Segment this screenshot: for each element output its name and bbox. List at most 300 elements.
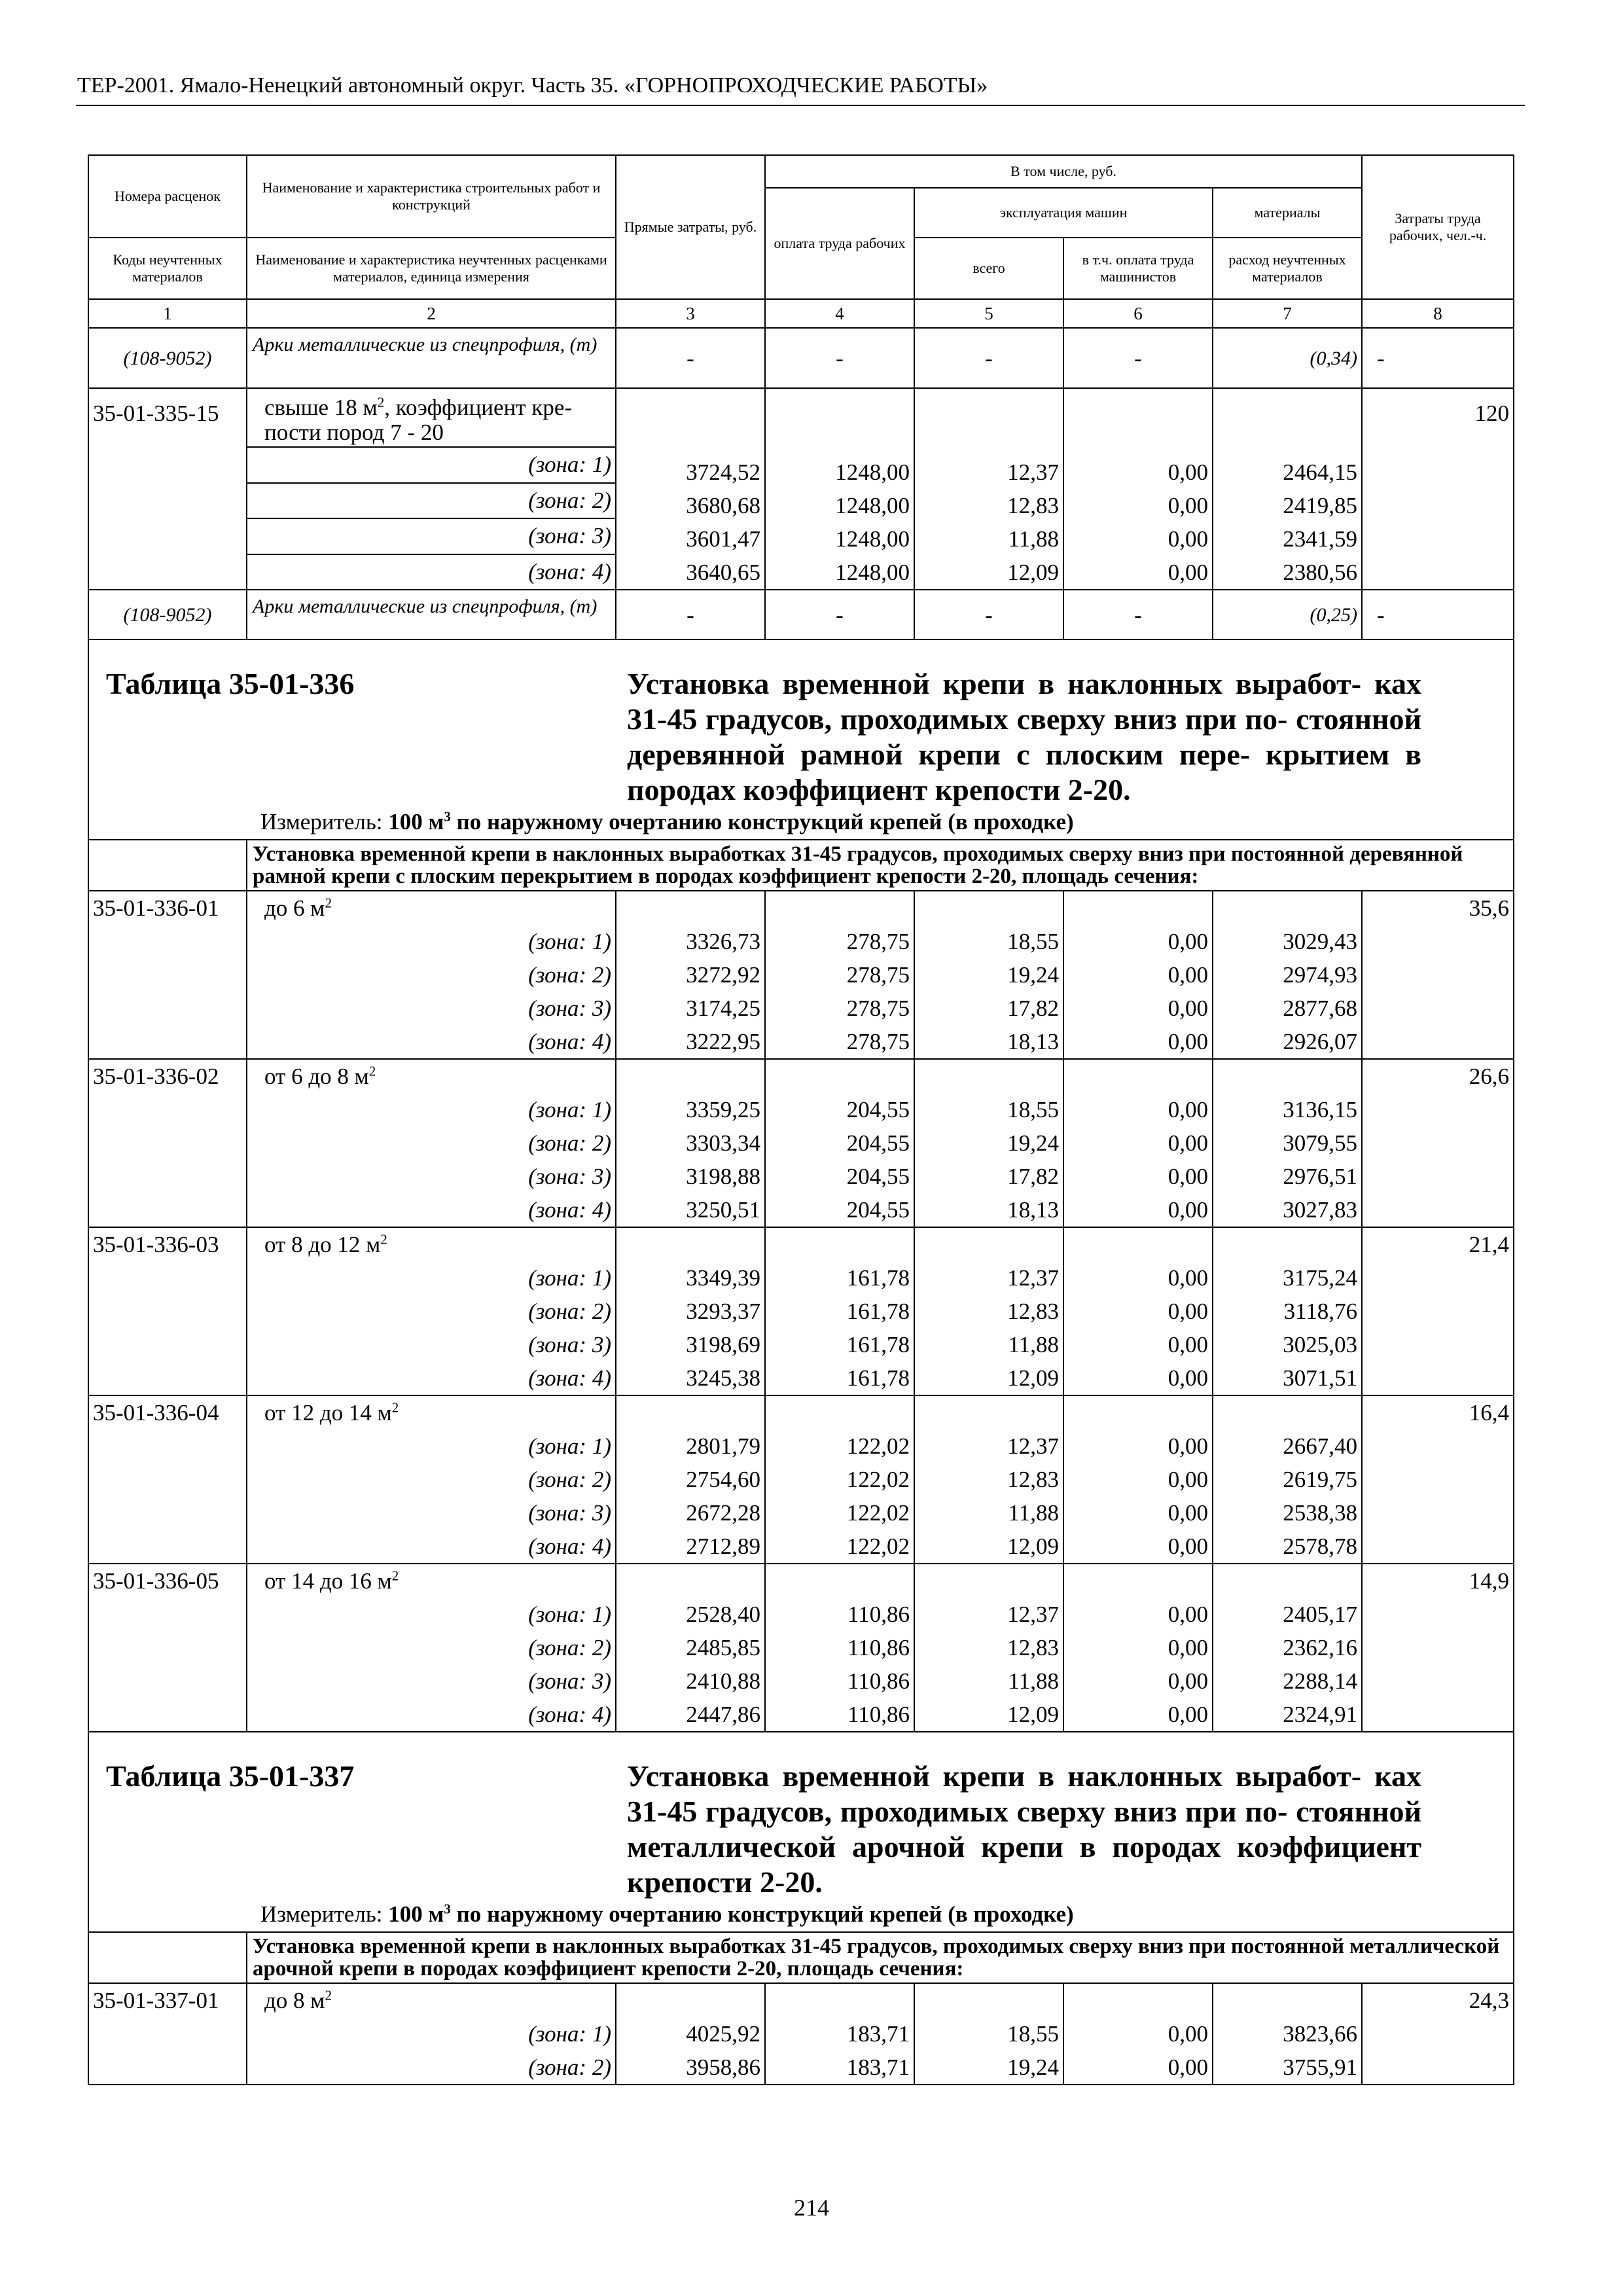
zone-value: 0,00 [1168,1029,1208,1054]
zone-value: 3175,24 [1283,1265,1358,1291]
zone-value: 0,00 [1168,1534,1208,1559]
material-dash: - [765,328,914,388]
blank-line [620,891,760,925]
zone-value: 12,37 [1007,459,1059,485]
rate-name [247,388,616,447]
zone-value: 0,00 [1168,929,1208,954]
blank-line [919,891,1059,925]
zone-value: 3027,83 [1283,1197,1358,1223]
zone-labels [264,2017,611,2084]
zone-value: 3293,37 [686,1299,760,1324]
blank-line [770,1564,910,1598]
machinist-wages-cell [1063,388,1213,590]
zone-value: 0,00 [1168,996,1208,1021]
blank-line [919,1060,1059,1093]
zone-label: (зона: 4) [528,1365,611,1391]
zone-value: 278,75 [846,962,910,988]
wages-cell [765,1227,914,1395]
rate-item-row [88,388,1514,447]
machines-total-cell [914,1564,1063,1732]
zone-label: (зона: 1) [528,1602,611,1627]
zone-value: 3079,55 [1283,1130,1358,1156]
zone-value: 12,09 [1007,1365,1059,1391]
blank-line [770,891,910,925]
zone-label: (зона: 1) [528,1433,611,1459]
col-labor-header: Затраты труда рабочих, чел.-ч. [1362,155,1514,299]
machinist-wages-cell [1063,891,1213,1059]
rate-name [247,1227,616,1395]
zone-label: (зона: 4) [528,1197,611,1223]
direct-costs-cell [616,891,765,1059]
zone-value: 19,24 [1007,962,1059,988]
unit-value: 100 м [388,809,444,834]
zone-value: 0,00 [1168,1265,1208,1291]
zone-label: (зона: 4) [247,554,616,590]
material-dash: - [1063,328,1213,388]
rate-code: 35-01-336-03 [88,1227,247,1395]
machinist-wages-cell [1063,1227,1213,1395]
zone-label: (зона: 3) [528,1164,611,1189]
zone-value: 2447,86 [686,1702,760,1727]
zone-value: 204,55 [846,1130,910,1156]
zone-value: 12,83 [1007,1467,1059,1492]
zone-value: 2619,75 [1283,1467,1358,1492]
zone-value: 3118,76 [1283,1299,1358,1324]
blank-line [1217,1228,1357,1261]
zone-value: 2877,68 [1283,996,1358,1021]
zone-value: 12,83 [1007,1635,1059,1660]
rate-name [247,1395,616,1564]
zone-label: (зона: 2) [528,962,611,988]
zone-value: 2712,89 [686,1534,760,1559]
blank-line [770,1984,910,2017]
zone-label: (зона: 3) [528,1500,611,1526]
zone-value: 2801,79 [686,1433,760,1459]
zone-value: 19,24 [1007,2054,1059,2080]
zone-value: 19,24 [1007,1130,1059,1156]
table-heading-inner [106,1759,1500,1929]
zone-value: 122,02 [846,1433,910,1459]
zone-value: 2288,14 [1283,1668,1358,1694]
zone-value: 3326,73 [686,929,760,954]
zone-value: 2485,85 [686,1635,760,1660]
direct-costs-cell [616,1059,765,1227]
zone-value: 161,78 [846,1365,910,1391]
zone-value: 0,00 [1168,1635,1208,1660]
zone-value: 3174,25 [686,996,760,1021]
zone-value: 3198,69 [686,1332,760,1357]
zone-value: 18,55 [1007,929,1059,954]
zone-value: 18,55 [1007,1097,1059,1122]
superscript: 2 [380,1231,387,1247]
zone-value: 1248,00 [835,526,910,552]
zone-label: (зона: 2) [528,1467,611,1492]
blank-line [1068,1984,1208,2017]
materials-usage-cell [1213,1227,1362,1395]
zone-value: 3640,65 [686,560,760,585]
zone-value: 110,86 [847,1602,910,1627]
col-wages-header: оплата труда рабочих [765,188,914,299]
col-total-header: всего [914,238,1063,299]
zone-label: (зона: 1) [528,1265,611,1291]
material-name: Арки металлические из спецпрофиля, (т) [247,590,616,639]
section-row [88,1932,1514,1983]
zone-value: 4025,92 [686,2021,760,2047]
zone-value: 11,88 [1008,526,1059,552]
blank-line [1068,1060,1208,1093]
zone-value: 161,78 [846,1265,910,1291]
zone-label: (зона: 2) [528,2054,611,2080]
rate-code: 35-01-336-04 [88,1395,247,1564]
zone-value: 2976,51 [1283,1164,1358,1189]
rate-item-row [88,1227,1514,1395]
zone-value: 122,02 [846,1534,910,1559]
zone-value: 161,78 [846,1332,910,1357]
material-dash: - [914,328,1063,388]
zone-labels [264,1261,611,1395]
table-unit [260,1900,1500,1929]
zone-value: 12,83 [1007,493,1059,518]
col-name-header: Наименование и характеристика строительных работ и конструкций [247,155,616,238]
zone-value: 204,55 [846,1197,910,1223]
blank-line [620,1984,760,2017]
zone-value: 0,00 [1168,526,1208,552]
machines-total-cell [914,1395,1063,1564]
zone-label: (зона: 1) [528,2021,611,2047]
rate-code: 35-01-336-05 [88,1564,247,1732]
blank-line [1068,1564,1208,1598]
zone-value: 2362,16 [1283,1635,1358,1660]
rate-item-row [88,1059,1514,1227]
materials-usage-cell [1213,388,1362,590]
zone-value: 3958,86 [686,2054,760,2080]
zone-value: 2926,07 [1283,1029,1358,1054]
zone-label: (зона: 1) [247,447,616,482]
zone-value: 12,83 [1007,1299,1059,1324]
materials-usage-cell [1213,1059,1362,1227]
zone-value: 0,00 [1168,1602,1208,1627]
unit-description: по наружному очертанию конструкций крепей (в проходке) [450,1901,1074,1927]
zone-value: 3136,15 [1283,1097,1358,1122]
unit-label: Измеритель: [260,809,389,834]
rate-item-row [88,1395,1514,1564]
direct-costs-cell [616,1564,765,1732]
material-dash: - [914,590,1063,639]
table-id: Таблица 35-01-336 [106,667,355,700]
labor-cost: 24,3 [1362,1983,1514,2085]
zone-value: 204,55 [846,1164,910,1189]
zone-value: 183,71 [846,2054,910,2080]
zone-value: 0,00 [1168,1702,1208,1727]
zone-value: 12,09 [1007,1702,1059,1727]
unit-label: Измеритель: [260,1901,389,1927]
zone-value: 0,00 [1168,459,1208,485]
rate-item-row [88,891,1514,1059]
labor-cost: 16,4 [1362,1395,1514,1564]
zone-value: 2419,85 [1283,493,1358,518]
table-unit [260,808,1500,836]
col-materials-header: материалы [1213,188,1362,238]
table-heading [88,639,1514,840]
machinist-wages-cell [1063,1395,1213,1564]
zone-value: 110,86 [847,1668,910,1694]
blank-line [620,1060,760,1093]
zone-value: 2578,78 [1283,1534,1358,1559]
blank-line [620,1396,760,1429]
zone-value: 3359,25 [686,1097,760,1122]
zone-value: 2538,38 [1283,1500,1358,1526]
zone-value: 12,09 [1007,560,1059,585]
zone-value: 3245,38 [686,1365,760,1391]
direct-costs-cell [616,1395,765,1564]
superscript: 2 [325,1987,332,2003]
zone-label: (зона: 3) [247,518,616,554]
material-dash: - [1362,328,1514,388]
zone-label: (зона: 4) [528,1534,611,1559]
zone-value: 0,00 [1168,1668,1208,1694]
zone-labels [264,1598,611,1731]
blank-line [1217,1564,1357,1598]
zone-value: 2341,59 [1283,526,1358,552]
zone-value: 278,75 [846,929,910,954]
zone-value: 0,00 [1168,1130,1208,1156]
blank-line [1068,1396,1208,1429]
material-dash: - [616,328,765,388]
materials-usage-cell [1213,1395,1362,1564]
blank-line [1217,891,1357,925]
zone-value: 1248,00 [835,560,910,585]
zone-value: 12,37 [1007,1433,1059,1459]
zone-value: 2754,60 [686,1467,760,1492]
zone-value: 2324,91 [1283,1702,1358,1727]
zone-value: 3272,92 [686,962,760,988]
zone-label: (зона: 4) [528,1702,611,1727]
zone-label: (зона: 1) [528,1097,611,1122]
zone-value: 3250,51 [686,1197,760,1223]
zone-value: 18,13 [1007,1197,1059,1223]
col-number: 4 [765,299,914,328]
rate-name-text: свыше 18 м [264,395,378,420]
blank-line [1217,1396,1357,1429]
wages-cell [765,1983,914,2085]
rate-name-text: до 8 м [264,1988,325,2013]
superscript: 3 [444,1901,451,1917]
blank-line [770,1396,910,1429]
col-number: 1 [88,299,247,328]
table-id: Таблица 35-01-337 [106,1759,355,1793]
zone-value: 0,00 [1168,493,1208,518]
zone-value: 3198,88 [686,1164,760,1189]
rate-name [247,1564,616,1732]
col-number: 8 [1362,299,1514,328]
zone-value: 0,00 [1168,1097,1208,1122]
rate-name [247,891,616,1059]
zone-value: 0,00 [1168,2054,1208,2080]
machines-total-cell [914,388,1063,590]
zone-value: 278,75 [846,996,910,1021]
zone-value: 0,00 [1168,1365,1208,1391]
col-incl-header: в т.ч. оплата труда машинистов [1063,238,1213,299]
superscript: 2 [325,895,332,911]
wages-cell [765,1564,914,1732]
zone-value: 17,82 [1007,1164,1059,1189]
wages-cell [765,1059,914,1227]
rate-code: 35-01-337-01 [88,1983,247,2085]
rate-name-text: , коэффициент кре- пости пород 7 - 20 [264,395,573,445]
zone-value: 3680,68 [686,493,760,518]
page-number: 214 [794,2195,829,2221]
machinist-wages-cell [1063,1983,1213,2085]
col-code-header: Номера расценок [88,155,247,238]
rate-name [247,1983,616,2085]
rate-name [247,1059,616,1227]
col-mat-name-header: Наименование и характеристика неучтенных расценками материалов, единица измерения [247,238,616,299]
zone-value: 3071,51 [1283,1365,1358,1391]
zone-value: 0,00 [1168,1500,1208,1526]
direct-costs-cell [616,388,765,590]
zone-value: 3724,52 [686,459,760,485]
table-heading-row [88,1732,1514,1932]
zone-value: 122,02 [846,1467,910,1492]
zone-value: 2410,88 [686,1668,760,1694]
col-in-that-header: В том числе, руб. [765,155,1362,188]
machines-total-cell [914,891,1063,1059]
zone-value: 0,00 [1168,560,1208,585]
labor-cost: 26,6 [1362,1059,1514,1227]
material-usage: (0,34) [1213,328,1362,388]
zone-value: 110,86 [847,1702,910,1727]
material-dash: - [616,590,765,639]
blank-line [919,1564,1059,1598]
zone-value: 0,00 [1168,1197,1208,1223]
blank-line [919,1984,1059,2017]
materials-usage-cell [1213,1564,1362,1732]
zone-value: 3349,39 [686,1265,760,1291]
zone-labels [264,925,611,1058]
unit-description: по наружному очертанию конструкций крепей (в проходке) [450,809,1074,834]
header-rule [76,105,1525,106]
table-title: Установка временной крепи в наклонных выработ- ках 31-45 градусов, проходимых сверху вниз при по- стоянной металлической арочной крепи в породах коэффициент крепости 2-20. [627,1759,1421,1899]
col-mat-use-header: расход неучтенных материалов [1213,238,1362,299]
blank-line [1068,891,1208,925]
zone-value: 18,13 [1007,1029,1059,1054]
zone-labels [264,1429,611,1563]
materials-usage-cell [1213,891,1362,1059]
material-dash: - [765,590,914,639]
rate-name-text: от 8 до 12 м [264,1232,381,1257]
zone-value: 122,02 [846,1500,910,1526]
labor-cost: 21,4 [1362,1227,1514,1395]
rate-item-row [88,1983,1514,2085]
zone-labels [264,1093,611,1227]
material-dash: - [1063,590,1213,639]
rate-item-row [88,1564,1514,1732]
wages-cell [765,891,914,1059]
zone-value: 12,37 [1007,1265,1059,1291]
rate-name-text: от 12 до 14 м [264,1400,392,1426]
col-number: 5 [914,299,1063,328]
blank-line [1217,1984,1357,2017]
zone-value: 2672,28 [686,1500,760,1526]
blank-line [770,1228,910,1261]
zone-label: (зона: 2) [528,1635,611,1660]
material-row [88,590,1514,639]
zone-value: 11,88 [1008,1332,1059,1357]
zone-value: 2464,15 [1283,459,1358,485]
table-heading [88,1732,1514,1932]
table-title: Установка временной крепи в наклонных выработ- ках 31-45 градусов, проходимых сверху вниз при по- стоянной деревянной рамной крепи с плоским пере- крытием в породах коэффициент крепости 2-20. [627,667,1421,806]
wages-cell [765,1395,914,1564]
zone-value: 11,88 [1008,1500,1059,1526]
zone-value: 161,78 [846,1299,910,1324]
wages-cell [765,388,914,590]
superscript: 2 [377,394,385,410]
materials-usage-cell [1213,1983,1362,2085]
zone-value: 0,00 [1168,1299,1208,1324]
col-number: 3 [616,299,765,328]
zone-label: (зона: 1) [528,929,611,954]
section-description: Установка временной крепи в наклонных выработках 31-45 градусов, проходимых сверху вниз при постоянной деревянной рамной крепи с плоским перекрытием в породах коэффициент крепости 2-20, площадь сечения: [247,840,1514,891]
zone-label: (зона: 4) [528,1029,611,1054]
zone-value: 17,82 [1007,996,1059,1021]
blank-line [620,1228,760,1261]
direct-costs-cell [616,1983,765,2085]
zone-label: (зона: 3) [528,1668,611,1694]
zone-value: 3303,34 [686,1130,760,1156]
direct-costs-cell [616,1227,765,1395]
zone-value: 11,88 [1008,1668,1059,1694]
table-heading-row [88,639,1514,840]
zone-value: 0,00 [1168,962,1208,988]
zone-value: 1248,00 [835,459,910,485]
material-name: Арки металлические из спецпрофиля, (т) [247,328,616,388]
unit-value: 100 м [388,1901,444,1927]
blank-line [919,1228,1059,1261]
blank-line [1068,1228,1208,1261]
zone-value: 2974,93 [1283,962,1358,988]
zone-value: 183,71 [846,2021,910,2047]
rate-code: 35-01-336-01 [88,891,247,1059]
material-row [88,328,1514,388]
section-row [88,840,1514,891]
zone-label: (зона: 2) [247,483,616,518]
zone-value: 0,00 [1168,1332,1208,1357]
zone-label: (зона: 2) [528,1130,611,1156]
section-spacer [88,840,247,891]
rate-code: 35-01-336-02 [88,1059,247,1227]
section-spacer [88,1932,247,1983]
zone-value: 0,00 [1168,1164,1208,1189]
zone-value: 0,00 [1168,1467,1208,1492]
zone-value: 2667,40 [1283,1433,1358,1459]
material-dash: - [1362,590,1514,639]
zone-value: 3755,91 [1283,2054,1358,2080]
zone-label: (зона: 3) [528,1332,611,1357]
col-direct-header: Прямые затраты, руб. [616,155,765,299]
material-code: (108-9052) [88,590,247,639]
table-heading-inner [106,666,1500,836]
zone-value: 3029,43 [1283,929,1358,954]
superscript: 2 [368,1063,376,1079]
labor-cost: 120 [1362,388,1514,590]
document-header: ТЕР-2001. Ямало-Ненецкий автономный округ. Часть 35. «ГОРНОПРОХОДЧЕСКИЕ РАБОТЫ» [77,73,988,98]
rates-table [88,154,1514,2085]
zone-value: 2380,56 [1283,560,1358,585]
blank-line [770,1060,910,1093]
zone-label: (зона: 3) [528,996,611,1021]
superscript: 2 [391,1399,399,1416]
zone-value: 12,09 [1007,1534,1059,1559]
